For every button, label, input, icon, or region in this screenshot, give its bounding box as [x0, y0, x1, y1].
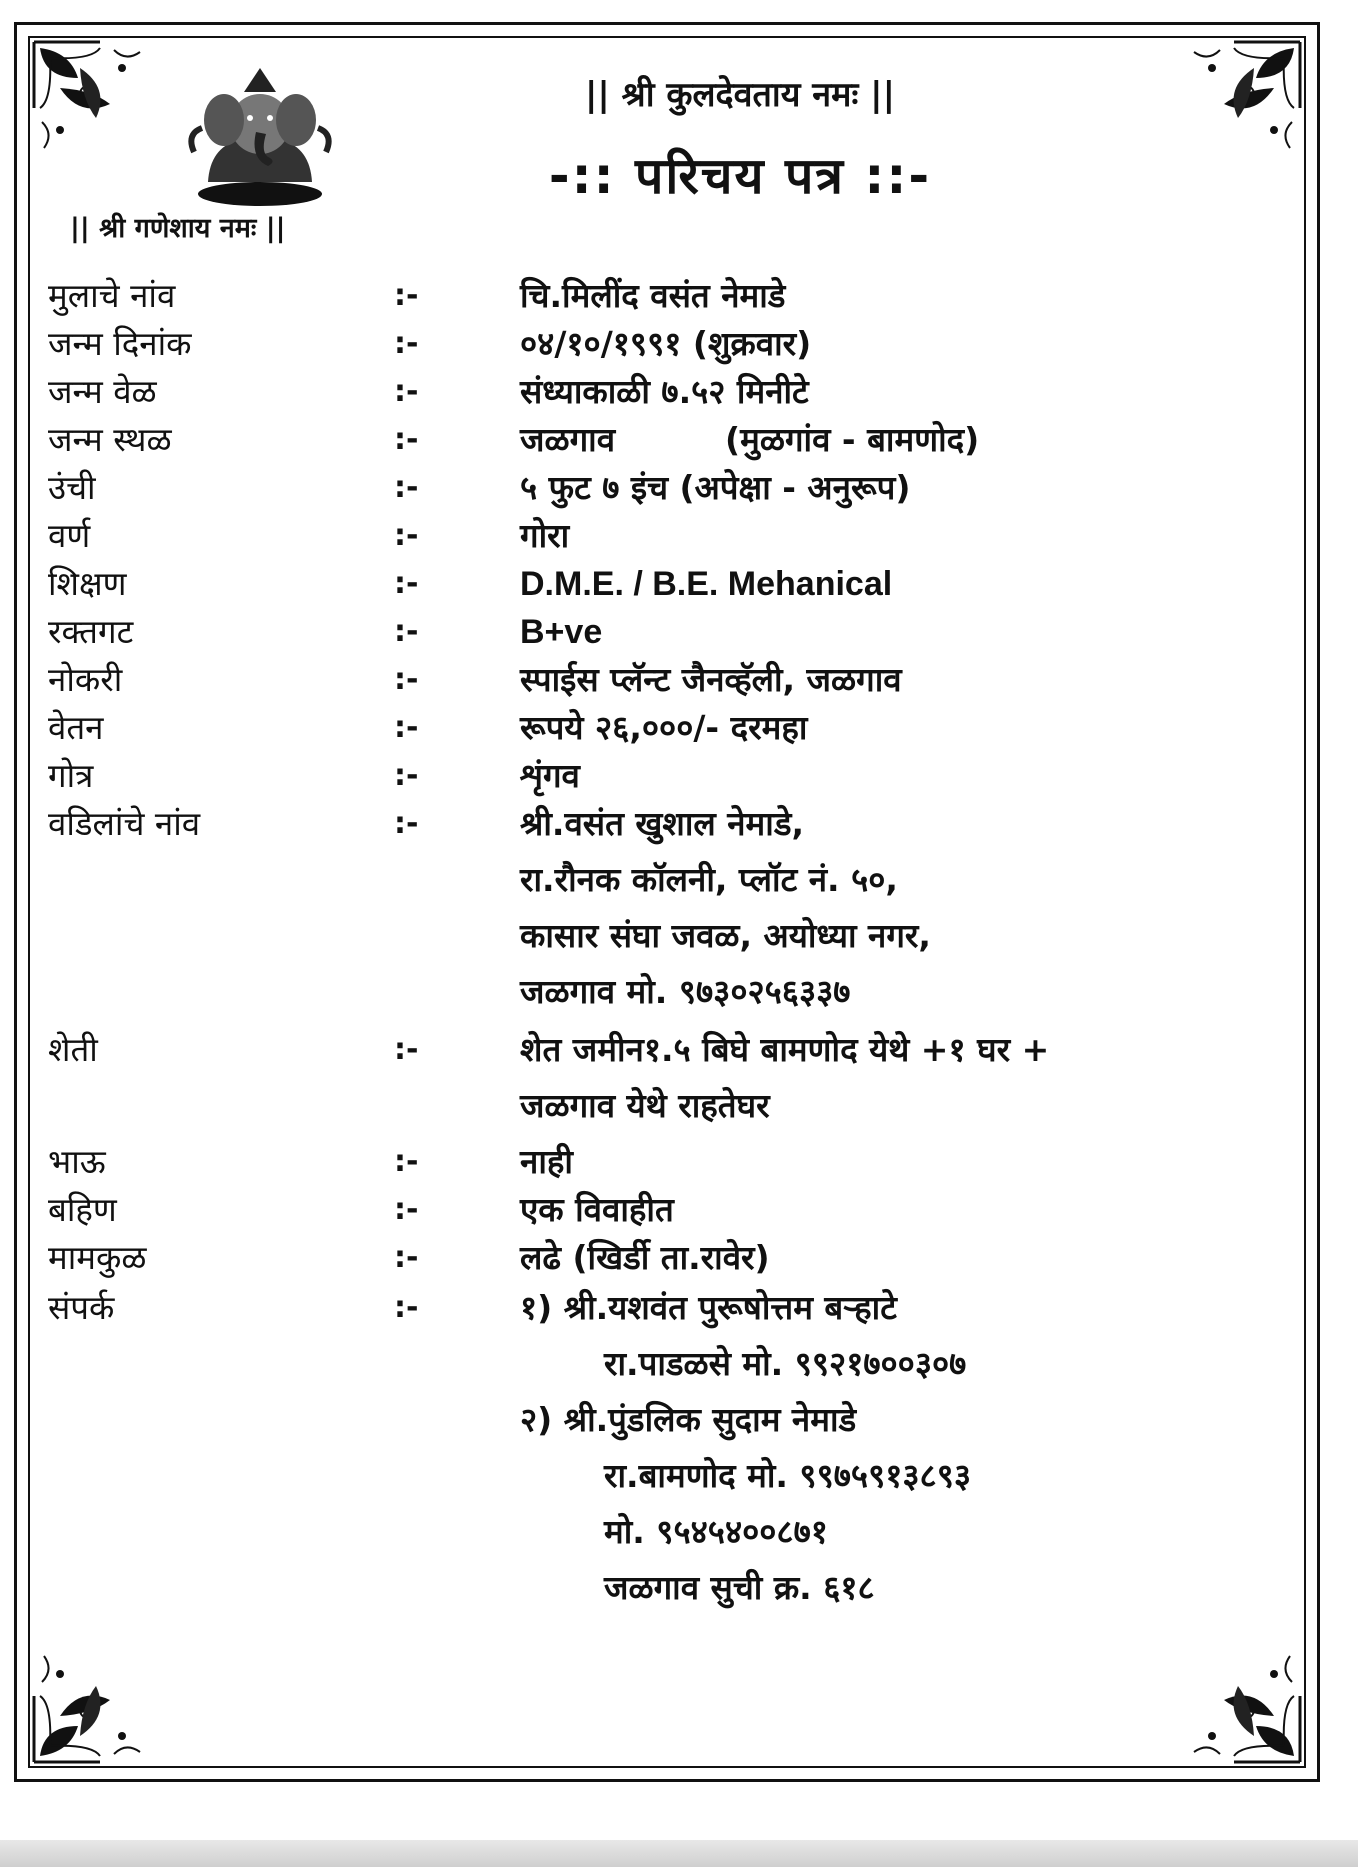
field-label: गोत्र — [48, 756, 94, 795]
value-line: जळगाव येथे राहतेघर — [520, 1086, 770, 1125]
scan-edge — [0, 1840, 1358, 1867]
field-label: वडिलांचे नांव — [48, 804, 201, 843]
corner-ornament-icon — [1184, 38, 1304, 158]
ganesha-icon — [180, 62, 340, 212]
field-separator: :- — [394, 1240, 419, 1275]
value-line: जळगाव सुची क्र. ६१८ — [604, 1568, 875, 1607]
field-value — [520, 1280, 1310, 1616]
value-line: ०४/१०/१९९१ (शुक्रवार) — [520, 324, 812, 363]
value-line: शेत जमीन१.५ बिघे बामणोद येथे +१ घर + — [520, 1030, 1050, 1069]
field-label: मुलाचे नांव — [48, 276, 176, 315]
field-value — [520, 1230, 1310, 1286]
value-line: स्पाईस प्लॅन्ट जैनव्हॅली, जळगाव — [520, 660, 902, 699]
value-line: १) श्री.यशवंत पुरूषोत्तम बऱ्हाटे — [520, 1288, 897, 1327]
field-separator: :- — [394, 806, 419, 841]
field-label: भाऊ — [48, 1142, 106, 1181]
field-value — [520, 1022, 1310, 1134]
value-line: रा.रौनक कॉलनी, प्लॉट नं. ५०, — [520, 860, 898, 899]
corner-ornament-icon — [30, 38, 150, 158]
field-separator: :- — [394, 518, 419, 553]
field-label: जन्म वेळ — [48, 372, 157, 411]
field-label: नोकरी — [48, 660, 123, 699]
corner-ornament-icon — [30, 1646, 150, 1766]
field-label: उंची — [48, 468, 96, 507]
value-line: २) श्री.पुंडलिक सुदाम नेमाडे — [520, 1400, 857, 1439]
value-line: शृंगव — [520, 756, 580, 795]
page-title: -:: परिचय पत्र ::- — [548, 147, 932, 205]
value-line: रा.बामणोद मो. ९९७५९१३८९३ — [604, 1456, 972, 1495]
field-label: शिक्षण — [48, 564, 127, 603]
field-separator: :- — [394, 470, 419, 505]
field-separator: :- — [394, 374, 419, 409]
field-label: शेती — [48, 1030, 98, 1069]
field-label: मामकुळ — [48, 1238, 147, 1277]
value-line: B+ve — [520, 613, 603, 651]
value-line: चि.मिलींद वसंत नेमाडे — [520, 276, 786, 315]
native-place-note: (मुळगांव - बामणोद) — [725, 420, 980, 459]
field-separator: :- — [394, 1192, 419, 1227]
value-line: जळगाव मो. ९७३०२५६३३७ — [520, 972, 851, 1011]
field-separator: :- — [394, 278, 419, 313]
corner-ornament-icon — [1184, 1646, 1304, 1766]
field-separator: :- — [394, 1290, 419, 1325]
field-separator: :- — [394, 422, 419, 457]
value-line: रूपये २६,०००/- दरमहा — [520, 708, 808, 747]
field-separator: :- — [394, 662, 419, 697]
field-label: बहिण — [48, 1190, 117, 1229]
value-line: संध्याकाळी ७.५२ मिनीटे — [520, 372, 809, 411]
ganesha-invocation: || श्री गणेशाय नमः || — [70, 213, 286, 244]
field-value — [520, 796, 1310, 1020]
value-line: एक विवाहीत — [520, 1190, 674, 1229]
field-label: जन्म स्थळ — [48, 420, 172, 459]
field-separator: :- — [394, 758, 419, 793]
field-separator: :- — [394, 614, 419, 649]
value-line: कासार संघा जवळ, अयोध्या नगर, — [520, 916, 931, 955]
field-label: वेतन — [48, 708, 104, 747]
value-line: श्री.वसंत खुशाल नेमाडे, — [520, 804, 805, 843]
field-label: जन्म दिनांक — [48, 324, 192, 363]
value-line: गोरा — [520, 516, 570, 555]
value-line: रा.पाडळसे मो. ९९२१७००३०७ — [604, 1344, 967, 1383]
field-separator: :- — [394, 710, 419, 745]
value-line: ५ फुट ७ इंच (अपेक्षा - अनुरूप) — [520, 468, 911, 507]
field-separator: :- — [394, 1144, 419, 1179]
field-label: वर्ण — [48, 516, 91, 555]
field-separator: :- — [394, 566, 419, 601]
kuldevata-invocation: || श्री कुलदेवताय नमः || — [585, 75, 895, 115]
value-line: लढे (खिर्डी ता.रावेर) — [520, 1238, 770, 1277]
value-line: जळगाव — [520, 420, 616, 459]
value-line: मो. ९५४५४००८७१ — [604, 1512, 828, 1551]
field-label: संपर्क — [48, 1288, 115, 1327]
field-label: रक्तगट — [48, 612, 134, 651]
value-line: नाही — [520, 1142, 573, 1181]
field-separator: :- — [394, 1032, 419, 1067]
field-separator: :- — [394, 326, 419, 361]
value-line: D.M.E. / B.E. Mehanical — [520, 565, 893, 603]
